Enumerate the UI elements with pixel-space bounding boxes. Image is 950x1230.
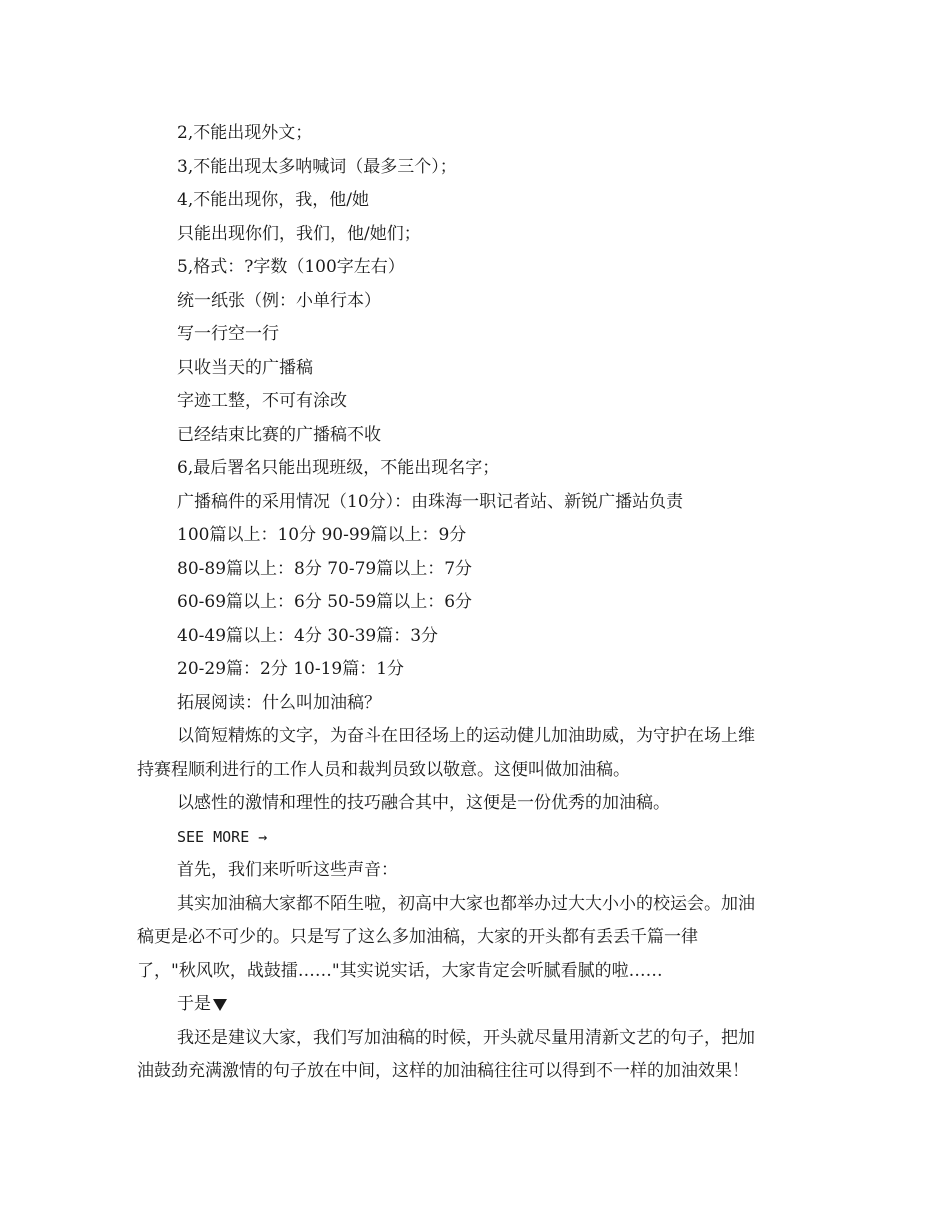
- rule-line: 统一纸张（例：小单行本）: [177, 290, 381, 311]
- rule-line: 已经结束比赛的广播稿不收: [177, 424, 381, 445]
- paragraph-row: 持赛程顺利进行的工作人员和裁判员致以敬意。这便叫做加油稿。: [137, 759, 630, 780]
- scoring-line: 20-29篇：2分 10-19篇：1分: [177, 659, 405, 679]
- down-triangle-icon: [213, 999, 227, 1011]
- rule-line: 2,不能出现外文；: [177, 123, 313, 143]
- rule-line: 写一行空一行: [177, 324, 279, 344]
- rule-line: 5,格式：?字数（100字左右）: [177, 257, 405, 277]
- rule-line: 4,不能出现你，我，他/她: [177, 190, 369, 210]
- rule-line: 只收当天的广播稿: [177, 357, 313, 378]
- paragraph-row: 以简短精炼的文字，为奋斗在田径场上的运动健儿加油助威，为守护在场上维: [177, 726, 755, 746]
- paragraph-row: 了，"秋风吹，战鼓擂……"其实说实话，大家肯定会听腻看腻的啦……: [137, 960, 663, 981]
- advice-paragraph: [137, 1022, 817, 1089]
- paragraph-row: 稿更是必不可少的。只是写了这么多加油稿，大家的开头都有丢丢千篇一律: [137, 927, 698, 947]
- section-heading: 拓展阅读：什么叫加油稿？: [177, 692, 381, 713]
- intro-line: 首先，我们来听听这些声音：: [177, 860, 398, 880]
- rule-line: 字迹工整，不可有涂改: [177, 391, 347, 411]
- scoring-line: 40-49篇以上：4分 30-39篇：3分: [177, 625, 439, 646]
- scoring-line: 60-69篇以上：6分 50-59篇以上：6分: [177, 592, 473, 612]
- see-more-label[interactable]: SEE MORE →: [177, 827, 268, 846]
- rule-line: 只能出现你们，我们，他/她们；: [177, 223, 421, 244]
- scoring-line: 广播稿件的采用情况（10分）：由珠海一职记者站、新锐广播站负责: [177, 491, 684, 512]
- paragraph-line: 以感性的激情和理性的技巧融合其中，这便是一份优秀的加油稿。: [177, 793, 670, 813]
- rule-line: 6,最后署名只能出现班级，不能出现名字；: [177, 458, 500, 478]
- paragraph-row: 我还是建议大家，我们写加油稿的时候，开头就尽量用清新文艺的句子，把加: [177, 1027, 755, 1048]
- see-more-link[interactable]: [137, 821, 817, 855]
- scoring-line: 80-89篇以上：8分 70-79篇以上：7分: [177, 558, 473, 579]
- paragraph-row: 其实加油稿大家都不陌生啦，初高中大家也都举办过大大小小的校运会。加油: [177, 893, 755, 914]
- scoring-line: 100篇以上：10分 90-99篇以上：9分: [177, 525, 467, 545]
- rule-line: 3,不能出现太多呐喊词（最多三个）；: [177, 156, 457, 177]
- opinion-paragraph: [137, 888, 817, 989]
- then-line: [137, 988, 817, 1022]
- then-label: 于是: [177, 994, 211, 1014]
- definition-paragraph: [137, 720, 817, 787]
- document-body: [137, 117, 817, 1089]
- paragraph-row: 油鼓劲充满激情的句子放在中间，这样的加油稿往往可以得到不一样的加油效果！: [137, 1061, 749, 1081]
